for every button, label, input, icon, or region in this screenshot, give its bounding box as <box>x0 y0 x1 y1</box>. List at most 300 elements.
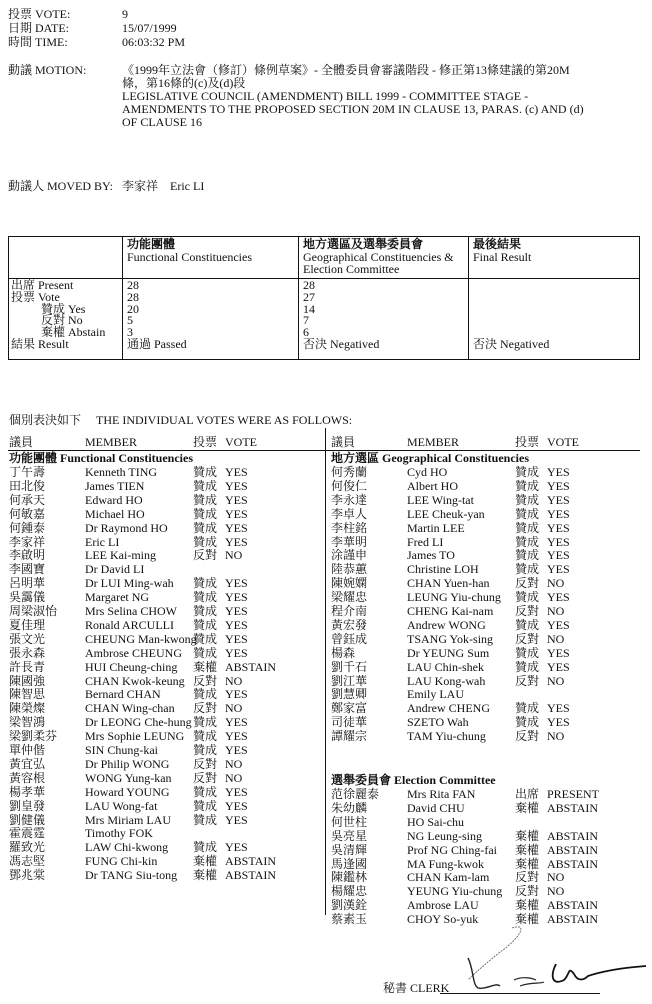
vote-cn: 贊成 <box>515 590 540 605</box>
section-title-election: 選舉委員會 Election Committee <box>331 773 496 787</box>
member-name-cn: 梁智鴻 <box>9 715 46 730</box>
member-name-en: CHAN Kam-lam <box>407 870 490 885</box>
member-name-cn: 黃宏發 <box>331 617 368 632</box>
date-label: 日期 DATE: <box>8 21 69 35</box>
vote-en: ABSTAIN <box>225 659 277 674</box>
member-name-cn: 司徒華 <box>331 715 368 730</box>
member-name-en: Dr TANG Siu-tong <box>85 868 178 883</box>
vote-cn: 反對 <box>193 756 218 771</box>
vote-cn: 贊成 <box>193 576 218 591</box>
member-name-en: MA Fung-kwok <box>407 856 485 871</box>
vote-cn: 贊成 <box>193 687 218 702</box>
member-name-en: Christine LOH <box>407 562 479 577</box>
motion-en-line3: OF CLAUSE 16 <box>122 115 203 129</box>
motion-label: 動議 MOTION: <box>8 63 87 77</box>
member-row <box>9 633 319 645</box>
member-name-en: LEE Wing-tat <box>407 492 474 507</box>
vote-en: YES <box>225 840 248 855</box>
vote-en: ABSTAIN <box>547 898 599 913</box>
vote-cn: 棄權 <box>515 828 540 843</box>
member-row <box>9 786 319 798</box>
member-name-en: TSANG Yok-sing <box>407 631 494 646</box>
member-name-en: Timothy FOK <box>85 826 153 841</box>
member-name-en: Edward HO <box>85 492 143 507</box>
vote-en: YES <box>225 617 248 632</box>
member-name-en: SZETO Wah <box>407 715 469 730</box>
vote-en: YES <box>547 465 570 479</box>
vote-cn: 贊成 <box>515 492 540 507</box>
member-name-cn: 程介南 <box>331 604 368 618</box>
vote-cn: 贊成 <box>515 548 540 563</box>
vote-en: YES <box>225 812 248 827</box>
vote-en: YES <box>547 715 570 730</box>
vote-cn: 反對 <box>193 701 218 716</box>
vote-en: YES <box>225 465 248 479</box>
vote-en: NO <box>225 673 243 688</box>
member-name-cn: 何敏嘉 <box>9 506 46 521</box>
motion-cn-line2: 條，第16條的(c)及(d)段 <box>122 76 246 90</box>
vote-cn: 反對 <box>193 548 218 563</box>
col-header-functional: 功能團體 Functional Constituencies <box>127 237 252 264</box>
member-row <box>9 522 319 534</box>
member-name-en: LAU Wong-fat <box>85 798 158 813</box>
vote-en: ABSTAIN <box>547 800 599 815</box>
member-name-en: Dr LUI Ming-wah <box>85 576 174 591</box>
vote-en: YES <box>225 645 248 660</box>
moved-by-value: 李家祥 Eric LI <box>122 179 205 193</box>
member-row <box>9 800 319 812</box>
time-label: 時間 TIME: <box>8 35 68 49</box>
individual-intro-cn: 個別表決如下 <box>9 413 82 427</box>
member-name-en: Mrs Sophie LEUNG <box>85 729 185 744</box>
member-row <box>9 508 319 520</box>
vote-en: YES <box>225 743 248 757</box>
member-row <box>331 577 641 589</box>
member-name-en: Ambrose CHEUNG <box>85 645 182 660</box>
member-name-en: Mrs Selina CHOW <box>85 604 177 618</box>
vote-cn: 贊成 <box>515 534 540 549</box>
vote-en: YES <box>547 659 570 674</box>
vote-cn: 贊成 <box>515 715 540 730</box>
column-divider <box>325 428 326 915</box>
member-row <box>331 508 641 520</box>
vote-cn: 贊成 <box>193 478 218 493</box>
geographical-values: 28 27 14 7 6 否決 Negatived <box>303 278 380 351</box>
col-header-geographical: 地方選區及選舉委員會 Geographical Constituencies & Election Committee <box>303 237 454 276</box>
member-row <box>9 536 319 548</box>
vote-cn: 棄權 <box>193 854 218 869</box>
member-row <box>331 716 641 728</box>
vote-en: NO <box>547 604 565 618</box>
member-name-cn: 黃容根 <box>9 770 46 785</box>
member-name-cn: 劉漢銓 <box>331 898 368 913</box>
col-header-final: 最後結果 Final Result <box>473 237 532 264</box>
member-row <box>331 591 641 603</box>
vote-cn: 出席 <box>515 787 540 801</box>
vote-cn: 贊成 <box>193 465 218 479</box>
vote-en: YES <box>547 506 570 521</box>
member-row <box>9 814 319 826</box>
motion-en-line2: AMENDMENTS TO THE PROPOSED SECTION 20M IN CLAUSE 13, PARAS. (c) AND (d) <box>122 102 584 116</box>
member-name-cn: 楊森 <box>331 645 356 660</box>
vote-en: YES <box>547 617 570 632</box>
member-name-en: YEUNG Yiu-chung <box>407 884 503 899</box>
member-row <box>9 869 319 881</box>
vote-cn: 贊成 <box>515 617 540 632</box>
vote-cn: 贊成 <box>515 465 540 479</box>
member-row <box>331 466 641 478</box>
member-row <box>9 549 319 561</box>
member-name-en: Dr LEONG Che-hung <box>85 715 192 730</box>
vote-cn: 反對 <box>515 884 540 899</box>
member-name-en: Dr Raymond HO <box>85 520 168 535</box>
vote-en: YES <box>225 520 248 535</box>
member-name-en: Martin LEE <box>407 520 465 535</box>
member-name-en: LEUNG Yiu-chung <box>407 590 501 605</box>
member-name-en: Ambrose LAU <box>407 898 479 913</box>
signature-line <box>440 993 600 994</box>
date-value: 15/07/1999 <box>122 21 177 35</box>
member-name-cn: 何世柱 <box>331 814 368 829</box>
member-row <box>331 605 641 617</box>
vote-en: YES <box>547 590 570 605</box>
clerk-signature <box>460 920 650 1000</box>
member-name-cn: 李國寶 <box>9 562 46 577</box>
vote-cn: 反對 <box>515 576 540 591</box>
vote-en: YES <box>225 729 248 744</box>
member-name-cn: 朱幼麟 <box>331 800 368 815</box>
member-name-en: Kenneth TING <box>85 465 158 479</box>
vote-cn: 贊成 <box>193 784 218 799</box>
member-row <box>331 675 641 687</box>
member-name-en: TAM Yiu-chung <box>407 729 486 744</box>
member-name-cn: 陳婉嫻 <box>331 576 368 591</box>
member-row <box>331 563 641 575</box>
vote-en: ABSTAIN <box>547 912 599 927</box>
member-row <box>331 494 641 506</box>
vote-en: YES <box>547 562 570 577</box>
vote-en: YES <box>547 701 570 716</box>
vote-cn: 贊成 <box>193 715 218 730</box>
member-name-en: Emily LAU <box>407 687 464 702</box>
section-title-functional: 功能團體 Functional Constituencies <box>9 451 194 465</box>
member-name-en: James TIEN <box>85 478 145 493</box>
vote-cn: 贊成 <box>193 840 218 855</box>
vote-cn: 反對 <box>193 673 218 688</box>
vote-en: NO <box>225 756 243 771</box>
member-row <box>9 619 319 631</box>
member-name-cn: 劉慧卿 <box>331 687 368 702</box>
vote-en: NO <box>547 729 565 744</box>
member-name-en: HO Sai-chu <box>407 814 464 829</box>
member-name-en: Mrs Miriam LAU <box>85 812 171 827</box>
member-row <box>9 688 319 700</box>
vote-en: NO <box>547 870 565 885</box>
vote-en: YES <box>547 492 570 507</box>
member-name-en: Cyd HO <box>407 465 448 479</box>
vote-cn: 贊成 <box>193 617 218 632</box>
member-name-cn: 劉健儀 <box>9 812 46 827</box>
member-name-cn: 霍震霆 <box>9 826 46 841</box>
vote-en: ABSTAIN <box>547 842 599 857</box>
row-labels: 出席 Present 投票 Vote 贊成 Yes 反對 No 棄權 Abstain 結果 Result <box>11 278 106 351</box>
vote-en: YES <box>225 590 248 605</box>
member-name-cn: 羅致光 <box>9 840 46 855</box>
member-row <box>331 702 641 714</box>
vote-cn: 贊成 <box>193 492 218 507</box>
member-name-en: Fred LI <box>407 534 444 549</box>
vote-cn: 贊成 <box>193 729 218 744</box>
member-name-en: Bernard CHAN <box>85 687 161 702</box>
vote-en: NO <box>547 576 565 591</box>
member-row <box>331 871 641 883</box>
member-name-en: LAU Kong-wah <box>407 673 486 688</box>
member-name-en: David CHU <box>407 800 465 815</box>
member-row <box>9 716 319 728</box>
member-name-en: Dr David LI <box>85 562 145 577</box>
motion-en-line1: LEGISLATIVE COUNCIL (AMENDMENT) BILL 1999 - COMMITTEE STAGE - <box>122 89 529 103</box>
vote-en: YES <box>225 492 248 507</box>
member-name-en: FUNG Chi-kin <box>85 854 158 869</box>
vote-en: YES <box>225 784 248 799</box>
vote-cn: 贊成 <box>193 520 218 535</box>
member-name-cn: 黃宜弘 <box>9 756 46 771</box>
vote-en: YES <box>225 534 248 549</box>
member-row <box>331 830 641 842</box>
vote-number-value: 9 <box>122 7 128 21</box>
member-row <box>331 788 641 800</box>
member-name-en: Dr Philip WONG <box>85 756 170 771</box>
member-name-cn: 李永達 <box>331 492 368 507</box>
member-name-cn: 馮志堅 <box>9 854 46 869</box>
member-row <box>9 744 319 756</box>
vote-cn: 贊成 <box>515 506 540 521</box>
member-row <box>9 855 319 867</box>
member-row <box>331 816 641 828</box>
member-name-en: WONG Yung-kan <box>85 770 172 785</box>
member-row <box>331 522 641 534</box>
clerk-label: 秘書 CLERK <box>383 981 450 995</box>
member-row <box>331 802 641 814</box>
member-row <box>9 758 319 770</box>
member-name-cn: 吳清輝 <box>331 842 368 857</box>
member-row <box>331 885 641 897</box>
member-row <box>9 772 319 784</box>
member-name-cn: 何俊仁 <box>331 478 368 493</box>
member-row <box>9 702 319 714</box>
member-row <box>331 858 641 870</box>
member-name-cn: 鄭家富 <box>331 701 368 716</box>
member-row <box>331 619 641 631</box>
member-name-en: CHEUNG Man-kwong <box>85 631 197 646</box>
moved-by-label: 動議人 MOVED BY: <box>8 179 113 193</box>
member-row <box>9 675 319 687</box>
member-name-cn: 何承天 <box>9 492 46 507</box>
vote-en: NO <box>225 770 243 785</box>
table-divider <box>298 237 299 359</box>
vote-cn: 贊成 <box>193 590 218 605</box>
vote-cn: 反對 <box>515 673 540 688</box>
member-row <box>9 661 319 673</box>
vote-cn: 棄權 <box>515 898 540 913</box>
vote-en: YES <box>547 534 570 549</box>
vote-en: YES <box>225 687 248 702</box>
vote-en: NO <box>547 673 565 688</box>
vote-cn: 棄權 <box>515 856 540 871</box>
vote-cn: 贊成 <box>193 534 218 549</box>
section-title-geographical: 地方選區 Geographical Constituencies <box>331 451 529 465</box>
member-name-en: Prof NG Ching-fai <box>407 842 497 857</box>
member-row <box>331 688 641 700</box>
vote-en: NO <box>547 884 565 899</box>
vote-en: ABSTAIN <box>547 828 599 843</box>
vote-cn: 反對 <box>193 770 218 785</box>
vote-cn: 反對 <box>515 729 540 744</box>
member-name-cn: 李柱銘 <box>331 520 368 535</box>
vote-en: YES <box>225 631 248 646</box>
member-name-en: Andrew CHENG <box>407 701 490 716</box>
summary-table <box>8 236 640 360</box>
vote-en: NO <box>547 631 565 646</box>
vote-cn: 贊成 <box>515 562 540 577</box>
final-result-value: 否決 Negatived <box>473 337 550 351</box>
vote-cn: 反對 <box>515 604 540 618</box>
member-name-cn: 張文光 <box>9 631 46 646</box>
member-name-en: CHAN Wing-chan <box>85 701 175 716</box>
vote-en: YES <box>547 548 570 563</box>
member-name-cn: 張永森 <box>9 645 46 660</box>
member-name-cn: 劉皇發 <box>9 798 46 813</box>
vote-cn: 反對 <box>515 631 540 646</box>
member-name-en: James TO <box>407 548 455 563</box>
vote-en: YES <box>547 520 570 535</box>
vote-cn: 棄權 <box>193 868 218 883</box>
member-name-en: Mrs Rita FAN <box>407 787 476 801</box>
vote-en: ABSTAIN <box>225 868 277 883</box>
table-divider <box>468 237 469 359</box>
vote-cn: 贊成 <box>193 506 218 521</box>
member-name-en: CHOY So-yuk <box>407 912 479 927</box>
member-row <box>9 647 319 659</box>
member-name-cn: 李華明 <box>331 534 368 549</box>
member-row <box>331 549 641 561</box>
vote-cn: 贊成 <box>515 701 540 716</box>
member-name-cn: 田北俊 <box>9 478 46 493</box>
vote-cn: 贊成 <box>193 743 218 757</box>
member-name-cn: 李家祥 <box>9 534 46 549</box>
member-name-cn: 馬逢國 <box>331 856 368 871</box>
member-name-en: CHENG Kai-nam <box>407 604 494 618</box>
vote-en: YES <box>225 506 248 521</box>
member-row <box>9 591 319 603</box>
member-row <box>9 563 319 575</box>
motion-text <box>122 64 642 129</box>
member-name-en: CHAN Kwok-keung <box>85 673 185 688</box>
member-name-en: Andrew WONG <box>407 617 486 632</box>
member-row <box>331 480 641 492</box>
functional-values: 28 28 20 5 3 通過 Passed <box>127 278 187 351</box>
column-headers-right: 議員 MEMBER 投票 VOTE <box>331 435 579 449</box>
member-row <box>9 480 319 492</box>
member-name-cn: 蔡素玉 <box>331 912 368 927</box>
vote-en: YES <box>225 478 248 493</box>
member-name-en: Margaret NG <box>85 590 150 605</box>
member-row <box>331 899 641 911</box>
vote-cn: 贊成 <box>193 631 218 646</box>
member-name-cn: 丁午壽 <box>9 465 46 479</box>
vote-cn: 反對 <box>515 870 540 885</box>
member-name-cn: 曾鈺成 <box>331 631 368 646</box>
member-row <box>9 466 319 478</box>
motion-cn-line1: 《1999年立法會（修訂）條例草案》- 全體委員會審議階段 - 修正第13條建議的第20M <box>122 63 570 77</box>
member-name-cn: 陳榮燦 <box>9 701 46 716</box>
member-name-en: Ronald ARCULLI <box>85 617 174 632</box>
vote-cn: 贊成 <box>515 659 540 674</box>
member-name-en: Eric LI <box>85 534 120 549</box>
member-name-cn: 梁耀忠 <box>331 590 368 605</box>
member-name-cn: 譚耀宗 <box>331 729 368 744</box>
vote-cn: 棄權 <box>515 800 540 815</box>
vote-cn: 棄權 <box>193 659 218 674</box>
vote-cn: 贊成 <box>193 798 218 813</box>
time-value: 06:03:32 PM <box>122 35 186 49</box>
member-name-en: Michael HO <box>85 506 145 521</box>
member-row <box>9 827 319 839</box>
member-name-en: NG Leung-sing <box>407 828 482 843</box>
member-row <box>9 730 319 742</box>
member-name-en: LEE Cheuk-yan <box>407 506 485 521</box>
vote-en: YES <box>547 478 570 493</box>
member-name-en: LAU Chin-shek <box>407 659 484 674</box>
member-row <box>331 536 641 548</box>
member-name-cn: 許長青 <box>9 659 46 674</box>
member-name-cn: 陸恭蕙 <box>331 562 368 577</box>
member-row <box>9 577 319 589</box>
member-name-en: Howard YOUNG <box>85 784 170 799</box>
vote-cn: 贊成 <box>193 604 218 618</box>
table-header-rule <box>9 278 639 279</box>
table-divider <box>122 237 123 359</box>
member-name-en: Dr YEUNG Sum <box>407 645 490 660</box>
vote-cn: 棄權 <box>515 842 540 857</box>
member-name-en: LEE Kai-ming <box>85 548 156 563</box>
vote-en: YES <box>547 645 570 660</box>
vote-cn: 贊成 <box>515 645 540 660</box>
member-name-cn: 陳國強 <box>9 673 46 688</box>
member-name-en: LAW Chi-kwong <box>85 840 169 855</box>
member-name-cn: 楊孝華 <box>9 784 46 799</box>
member-row <box>9 841 319 853</box>
member-name-cn: 周梁淑怡 <box>9 604 58 618</box>
member-name-cn: 何秀蘭 <box>331 465 368 479</box>
member-name-en: SIN Chung-kai <box>85 743 158 757</box>
member-name-cn: 梁劉柔芬 <box>9 729 58 744</box>
vote-cn: 贊成 <box>515 478 540 493</box>
member-name-en: Albert HO <box>407 478 458 493</box>
vote-en: YES <box>225 715 248 730</box>
vote-en: ABSTAIN <box>225 854 277 869</box>
member-row <box>331 730 641 742</box>
vote-cn: 贊成 <box>515 520 540 535</box>
individual-intro-en: THE INDIVIDUAL VOTES WERE AS FOLLOWS: <box>96 413 353 427</box>
vote-cn: 贊成 <box>193 645 218 660</box>
member-row <box>331 633 641 645</box>
member-name-cn: 楊耀忠 <box>331 884 368 899</box>
member-name-cn: 鄧兆棠 <box>9 868 46 883</box>
member-name-cn: 陳智思 <box>9 687 46 702</box>
vote-en: PRESENT <box>547 787 600 801</box>
member-name-en: HUI Cheung-ching <box>85 659 178 674</box>
